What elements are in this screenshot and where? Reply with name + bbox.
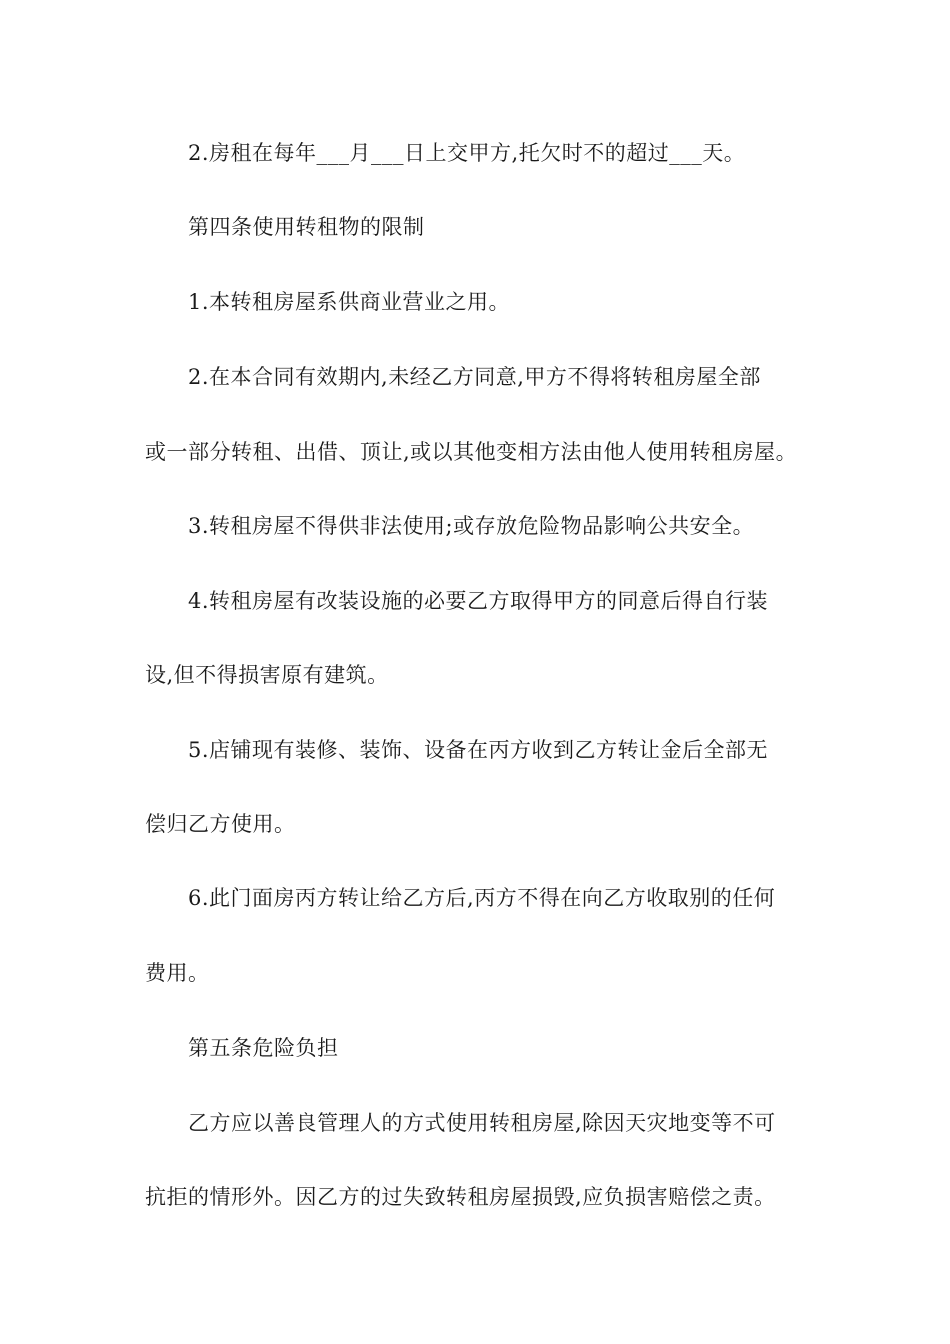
paragraph-clause-5-line-2: 偿归乙方使用。 <box>145 812 296 836</box>
section-heading-article-5: 第五条危险负担 <box>188 1036 339 1060</box>
paragraph-clause-2-line-2: 或一部分转租、出借、顶让,或以其他变相方法由他人使用转租房屋。 <box>145 440 798 464</box>
paragraph-clause-4-line-2: 设,但不得损害原有建筑。 <box>145 663 389 687</box>
paragraph-clause-5-line-1: 5.店铺现有装修、装饰、设备在丙方收到乙方转让金后全部无 <box>188 738 769 762</box>
paragraph-clause-1: 1.本转租房屋系供商业营业之用。 <box>188 290 511 314</box>
paragraph-clause-2-line-1: 2.在本合同有效期内,未经乙方同意,甲方不得将转租房屋全部 <box>188 365 761 389</box>
paragraph-risk-line-2: 抗拒的情形外。因乙方的过失致转租房屋损毁,应负损害赔偿之责。 <box>145 1185 776 1209</box>
paragraph-clause-6-line-2: 费用。 <box>145 961 210 985</box>
paragraph-clause-6-line-1: 6.此门面房丙方转让给乙方后,丙方不得在向乙方收取别的任何 <box>188 886 776 910</box>
paragraph-risk-line-1: 乙方应以善良管理人的方式使用转租房屋,除因天灾地变等不可 <box>188 1111 776 1135</box>
paragraph-clause-3: 3.转租房屋不得供非法使用;或存放危险物品影响公共安全。 <box>188 514 755 538</box>
paragraph-rent-payment: 2.房租在每年___月___日上交甲方,托欠时不的超过___天。 <box>188 141 746 165</box>
section-heading-article-4: 第四条使用转租物的限制 <box>188 215 425 239</box>
paragraph-clause-4-line-1: 4.转租房屋有改装设施的必要乙方取得甲方的同意后得自行装 <box>188 589 769 613</box>
